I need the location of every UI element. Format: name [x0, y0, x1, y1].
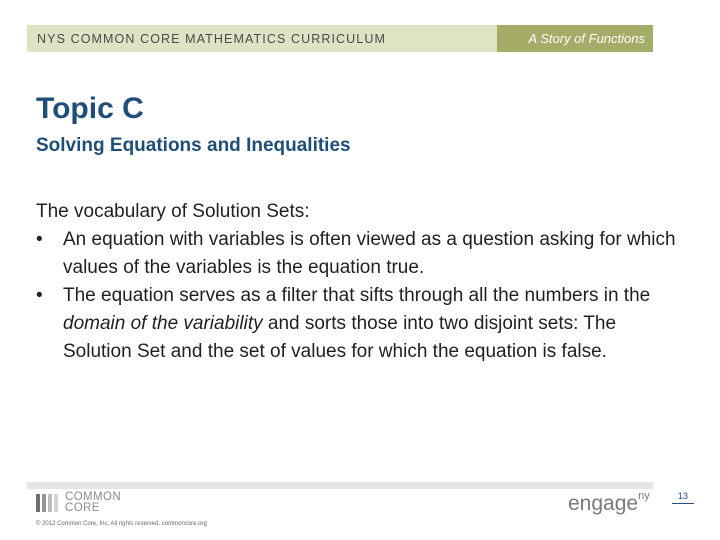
logo-text [65, 492, 121, 514]
footer-divider [27, 482, 653, 489]
logo-line-1: COMMON [65, 491, 122, 503]
header-bar [27, 25, 653, 52]
topic-title: Topic C [36, 92, 144, 125]
intro-text: The vocabulary of Solution Sets: [36, 201, 310, 222]
copyright-notice: © 2012 Common Core, Inc. All rights reserved. commoncore.org [36, 521, 207, 527]
logo-bars-icon [36, 494, 60, 512]
slide-content [36, 198, 686, 366]
domain-term: domain of the variability [63, 313, 263, 334]
bullet-marker: • [36, 285, 43, 306]
header-series-section [497, 25, 653, 52]
bullet-text-start: The equation serves as a filter that sifts through all the numbers in the [63, 285, 651, 306]
engageny-logo [568, 492, 650, 516]
bullet-item [36, 282, 686, 366]
common-core-logo [36, 492, 121, 514]
curriculum-label: NYS COMMON CORE MATHEMATICS CURRICULUM [37, 31, 386, 46]
logo-line-2: CORE [65, 502, 100, 514]
page-number: 13 [672, 491, 694, 504]
bullet-text [63, 282, 686, 366]
series-label: A Story of Functions [528, 31, 645, 46]
bullet-item [36, 226, 686, 282]
header-curriculum-section [27, 25, 497, 52]
bullet-marker: • [36, 229, 43, 250]
topic-subtitle: Solving Equations and Inequalities [36, 135, 351, 156]
brand-text: engage [568, 492, 639, 515]
bullet-text: An equation with variables is often viewed as a question asking for which values of the variables is the equation true. [63, 229, 676, 278]
brand-superscript: ny [638, 490, 650, 502]
bullet-text-end: and sorts those into two disjoint sets: The Solution Set and the set of values for which the equation is false. [63, 313, 617, 362]
